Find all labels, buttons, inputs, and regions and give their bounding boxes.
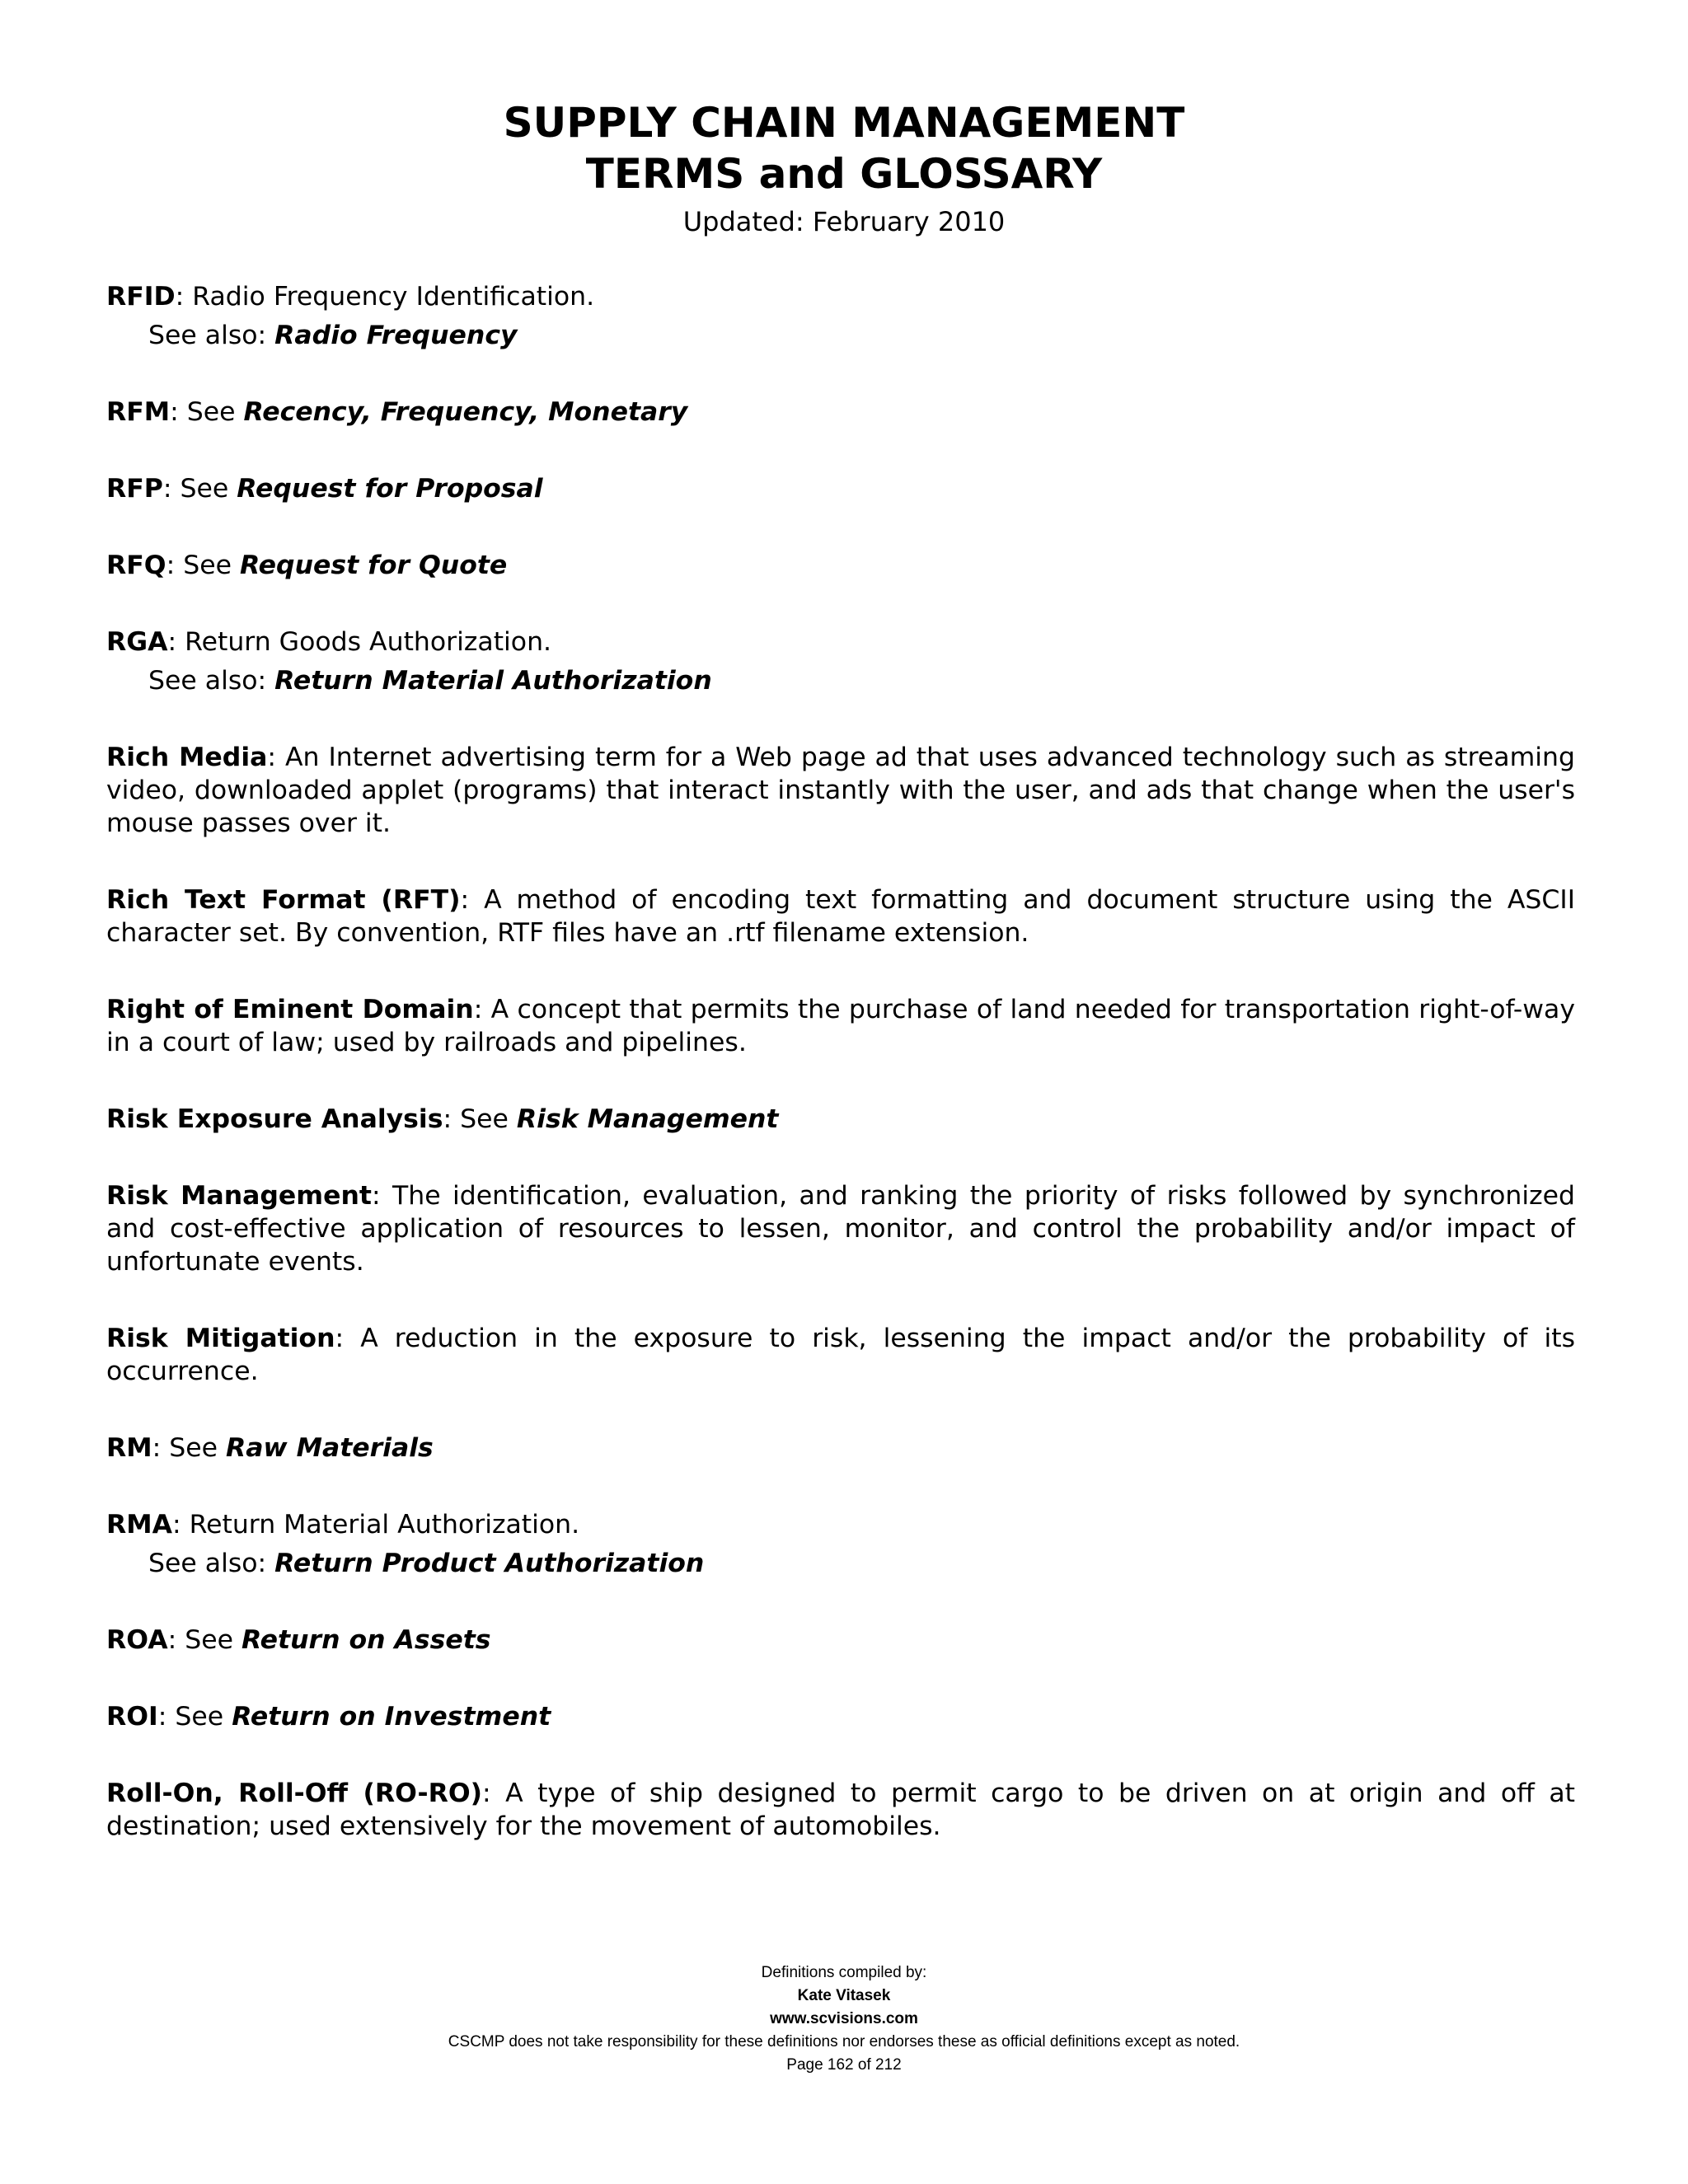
entry-main-line	[106, 1179, 1575, 1278]
page-footer	[0, 1961, 1688, 2077]
entry-main-line	[106, 1624, 1575, 1657]
see-reference-link[interactable]: Request for Proposal	[237, 474, 543, 504]
see-prefix: See	[175, 1702, 232, 1732]
entry-term: ROA	[106, 1625, 168, 1655]
entry-term: RFP	[106, 474, 163, 504]
entry-definition: A type of ship designed to permit cargo to be driven on at origin and off at destination; used extensively for the movement of automobiles.	[106, 1779, 1575, 1841]
entry-term: Risk Exposure Analysis	[106, 1104, 443, 1134]
document-header	[0, 97, 1688, 242]
entry-separator: :	[460, 885, 485, 915]
entry-main-line	[106, 472, 1575, 505]
see-also-reference-link[interactable]: Radio Frequency	[274, 321, 518, 350]
glossary-entry	[106, 741, 1575, 840]
entry-definition: Radio Frequency Identification.	[192, 282, 595, 312]
entry-term: RFM	[106, 397, 171, 427]
entry-separator: :	[166, 551, 184, 580]
title-line-1: SUPPLY CHAIN MANAGEMENT	[503, 99, 1185, 147]
entry-term: RGA	[106, 627, 168, 657]
entry-separator: :	[171, 1510, 190, 1540]
see-reference-link[interactable]: Return on Investment	[232, 1702, 551, 1732]
see-also-prefix: See also:	[148, 666, 275, 696]
entry-main-line	[106, 549, 1575, 582]
see-reference-link[interactable]: Raw Materials	[226, 1433, 434, 1463]
entry-separator: :	[473, 995, 491, 1024]
entry-separator: :	[157, 1702, 176, 1732]
author-name: Kate Vitasek	[797, 1987, 891, 2004]
glossary-entry	[106, 883, 1575, 949]
entry-main-line	[106, 1322, 1575, 1388]
updated-date: Updated: February 2010	[682, 206, 1006, 237]
entry-separator: :	[335, 1324, 361, 1353]
entry-definition: Return Goods Authorization.	[185, 627, 552, 657]
entry-main-line	[106, 1777, 1575, 1843]
entry-main-line	[106, 741, 1575, 840]
see-also-line	[106, 319, 1575, 352]
entry-separator: :	[443, 1104, 461, 1134]
entry-definition: Return Material Authorization.	[189, 1510, 580, 1540]
entry-term: RM	[106, 1433, 152, 1463]
see-prefix: See	[460, 1104, 517, 1134]
entry-main-line	[106, 280, 1575, 313]
glossary-entry	[106, 280, 1575, 352]
see-reference-link[interactable]: Request for Quote	[239, 551, 508, 580]
entry-term: ROI	[106, 1702, 158, 1732]
entry-term: Roll-On, Roll-Off (RO-RO)	[106, 1779, 483, 1808]
entry-term: Risk Mitigation	[106, 1324, 335, 1353]
website-link[interactable]: www.scvisions.com	[770, 2010, 918, 2027]
glossary-entry	[106, 396, 1575, 429]
glossary-entry	[106, 1624, 1575, 1657]
see-prefix: See	[183, 551, 240, 580]
see-also-line	[106, 664, 1575, 697]
entry-main-line	[106, 1432, 1575, 1465]
entry-definition: An Internet advertising term for a Web page ad that uses advanced technology such as streaming video, downloaded applet (programs) that interact instantly with the user, and ads that change when the user's mouse passes over it.	[106, 743, 1575, 838]
see-reference-link[interactable]: Risk Management	[516, 1104, 779, 1134]
entry-main-line	[106, 626, 1575, 658]
entry-term: Right of Eminent Domain	[106, 995, 474, 1024]
see-also-prefix: See also:	[148, 321, 275, 350]
glossary-entry	[106, 472, 1575, 505]
entry-main-line	[106, 1508, 1575, 1541]
glossary-entry	[106, 1508, 1575, 1580]
entry-definition: A method of encoding text formatting and document structure using the ASCII character set. By convention, RTF files have an .rtf filename extension.	[106, 885, 1575, 948]
glossary-entries	[106, 280, 1575, 1886]
entry-separator: :	[170, 397, 187, 427]
entry-separator: :	[152, 1433, 170, 1463]
glossary-entry	[106, 1700, 1575, 1733]
title-line-2: TERMS and GLOSSARY	[585, 150, 1103, 198]
see-also-reference-link[interactable]: Return Material Authorization	[274, 666, 712, 696]
see-reference-link[interactable]: Recency, Frequency, Monetary	[243, 397, 688, 427]
see-reference-link[interactable]: Return on Assets	[241, 1625, 491, 1655]
glossary-entry	[106, 626, 1575, 697]
entry-main-line	[106, 396, 1575, 429]
see-prefix: See	[186, 397, 244, 427]
entry-separator: :	[167, 1625, 185, 1655]
see-prefix: See	[185, 1625, 241, 1655]
entry-separator: :	[371, 1181, 392, 1211]
entry-definition: A concept that permits the purchase of land needed for transportation right-of-way in a court of law; used by railroads and pipelines.	[106, 995, 1575, 1057]
entry-term: RFQ	[106, 551, 166, 580]
see-prefix: See	[180, 474, 237, 504]
entry-separator: :	[482, 1779, 506, 1808]
entry-term: Rich Media	[106, 743, 268, 772]
entry-term: Risk Management	[106, 1181, 372, 1211]
entry-separator: :	[175, 282, 193, 312]
compiled-by-label: Definitions compiled by:	[761, 1964, 927, 1981]
glossary-entry	[106, 1432, 1575, 1465]
see-also-reference-link[interactable]: Return Product Authorization	[274, 1549, 705, 1578]
see-also-prefix: See also:	[148, 1549, 275, 1578]
entry-main-line	[106, 883, 1575, 949]
entry-separator: :	[162, 474, 181, 504]
disclaimer: CSCMP does not take responsibility for these definitions nor endorses these as official definitions except as noted.	[448, 2033, 1240, 2050]
entry-term: RMA	[106, 1510, 172, 1540]
see-prefix: See	[169, 1433, 227, 1463]
glossary-entry	[106, 1322, 1575, 1388]
entry-main-line	[106, 993, 1575, 1059]
page-number: Page 162 of 212	[786, 2056, 902, 2074]
entry-main-line	[106, 1103, 1575, 1136]
entry-main-line	[106, 1700, 1575, 1733]
entry-separator: :	[267, 743, 285, 772]
glossary-entry	[106, 1179, 1575, 1278]
glossary-entry	[106, 1103, 1575, 1136]
glossary-entry	[106, 1777, 1575, 1843]
glossary-entry	[106, 549, 1575, 582]
glossary-entry	[106, 993, 1575, 1059]
entry-definition: The identification, evaluation, and ranking the priority of risks followed by synchronized and cost-effective application of resources to lessen, monitor, and control the probability and/or impact of unfortunate events.	[106, 1181, 1575, 1277]
entry-separator: :	[167, 627, 185, 657]
entry-definition: A reduction in the exposure to risk, lessening the impact and/or the probability of its occurrence.	[106, 1324, 1575, 1386]
entry-term: Rich Text Format (RFT)	[106, 885, 461, 915]
see-also-line	[106, 1547, 1575, 1580]
entry-term: RFID	[106, 282, 176, 312]
